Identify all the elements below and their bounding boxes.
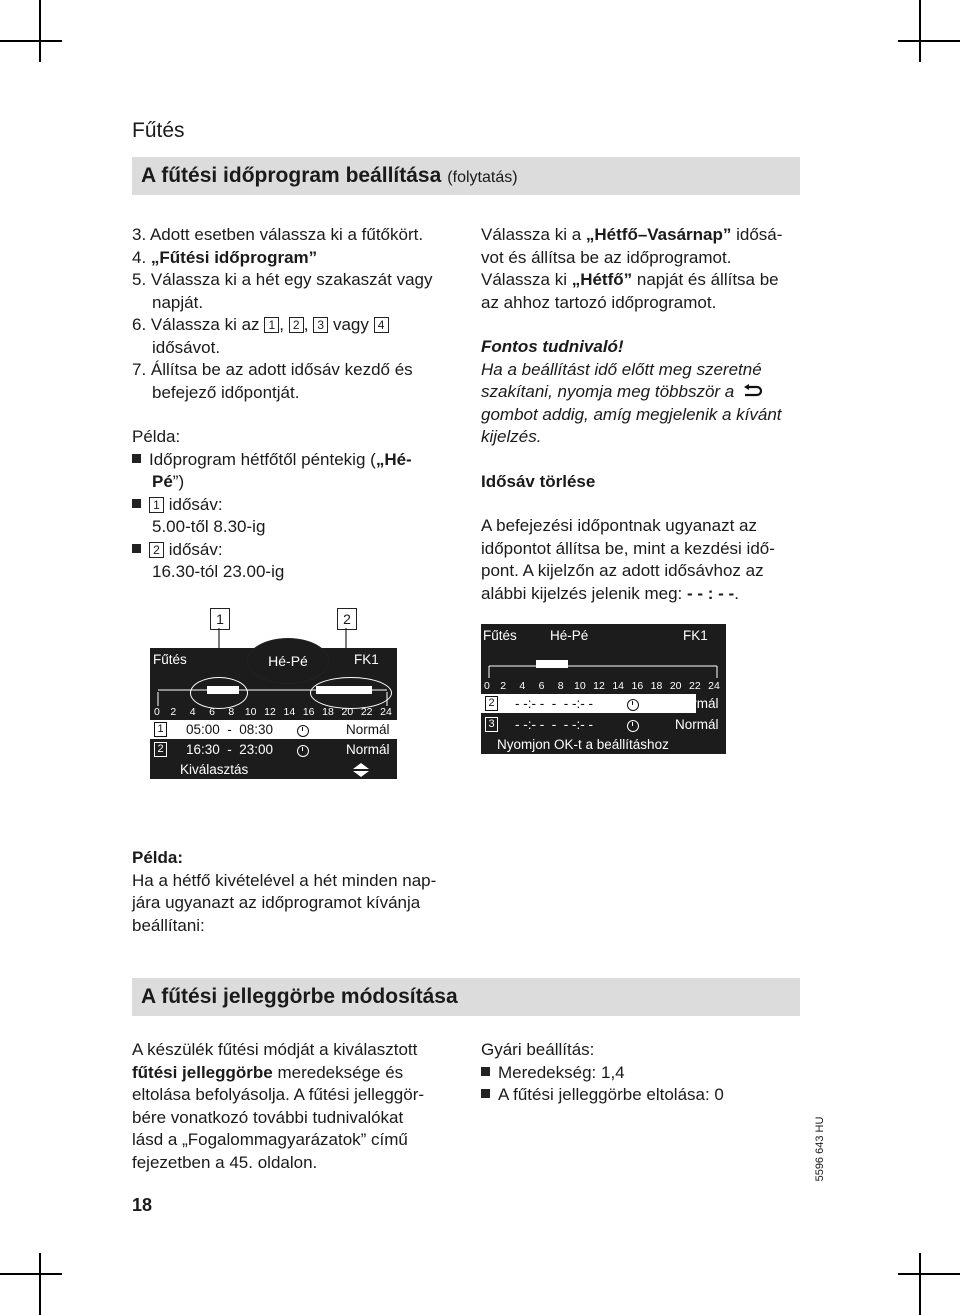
- text: alábbi kijelzés jelenik meg:: [481, 583, 687, 603]
- note-line: [481, 381, 821, 404]
- factory-item-text: Meredekség: 1,4: [498, 1062, 625, 1082]
- crop-mark: [898, 40, 960, 42]
- steps-column: [132, 224, 462, 584]
- bold-text: „Hétfő”: [571, 270, 633, 289]
- note-text: kijelzés.: [481, 427, 542, 446]
- slot-index: 2: [485, 696, 498, 711]
- section-title-bar-2: [132, 978, 800, 1016]
- key-2-icon: 2: [289, 317, 304, 333]
- example-text: idősáv:: [168, 494, 223, 514]
- para-line: [481, 269, 821, 292]
- hour-tick-label: 18: [322, 706, 334, 718]
- hour-tick-label: 0: [154, 706, 160, 718]
- dash-placeholder: - - : - -: [687, 583, 735, 603]
- slot-time: 16:30 - 23:00: [186, 742, 274, 757]
- or-text: vagy: [332, 315, 369, 334]
- slot-time: - -:- - - - -:- -: [515, 696, 593, 711]
- example-2-line: Ha a hétfő kivételével a hét minden nap-: [132, 870, 437, 890]
- example-2: [132, 847, 472, 937]
- bullet-icon: [481, 1067, 490, 1076]
- step-6: [132, 314, 462, 337]
- example-text: Időprogram hétfőtől péntekig (: [149, 449, 376, 469]
- time-slot-row-3[interactable]: [481, 715, 726, 734]
- crop-mark: [0, 1273, 62, 1275]
- key-1-icon: 1: [264, 317, 279, 333]
- hour-tick-label: 10: [573, 680, 586, 692]
- note-line: [481, 404, 821, 427]
- text: meredeksége és: [272, 1062, 404, 1082]
- heating-circuit-label: FK1: [354, 652, 379, 667]
- desc-line: fejezetben a 45. oldalon.: [132, 1152, 318, 1172]
- step-5-cont: napját.: [152, 292, 204, 312]
- example-text: idősáv:: [168, 539, 223, 559]
- example-2-line: beállítani:: [132, 915, 205, 935]
- hour-tick-label: 6: [209, 706, 215, 718]
- slot-mode: Normál: [346, 722, 390, 737]
- slot-1-highlight: [190, 677, 248, 709]
- hour-tick-label: 2: [170, 706, 177, 718]
- para-line: az ahhoz tartozó időprogramot.: [481, 292, 717, 312]
- delete-line: időpontot állítsa be, mint a kezdési idő-: [481, 538, 775, 558]
- hour-tick-label: 8: [228, 706, 235, 718]
- note-title: [481, 336, 821, 359]
- hour-tick-label: 24: [380, 706, 392, 718]
- note-line: [481, 426, 821, 449]
- slot-index: 1: [154, 722, 167, 737]
- timeline-bar: [481, 648, 726, 680]
- factory-settings: [481, 1039, 821, 1107]
- hour-tick-label: 2: [500, 680, 507, 692]
- crop-mark: [919, 0, 921, 62]
- step-7: 7. Állítsa be az adott idősáv kezdő és: [132, 360, 413, 379]
- bullet-icon: [132, 454, 141, 463]
- crop-mark: [898, 1273, 960, 1275]
- example-item-3-value: 16.30-tól 23.00-ig: [152, 562, 285, 581]
- note-text: szakítani, nyomja meg többször a: [481, 382, 735, 401]
- crop-mark: [0, 40, 62, 42]
- hour-tick-label: 20: [341, 706, 354, 718]
- factory-title: Gyári beállítás:: [481, 1040, 595, 1059]
- time-slot-row-2[interactable]: [150, 740, 397, 759]
- step-5: 5. Válassza ki a hét egy szakaszát vagy: [132, 270, 433, 289]
- note-title-text: Fontos tudnivaló!: [481, 337, 624, 356]
- mode-oval: Hé-Pé: [247, 638, 329, 684]
- sep: ,: [279, 315, 285, 334]
- curve-description: [132, 1039, 472, 1174]
- clock-icon: [297, 745, 309, 757]
- note-text: gombot addig, amíg megjelenik a kívánt: [481, 404, 782, 424]
- step-number: 4.: [132, 247, 151, 267]
- text: Válassza ki a: [481, 225, 586, 244]
- crop-mark: [919, 1253, 921, 1315]
- back-arrow-icon: [743, 384, 763, 398]
- crop-mark: [39, 1253, 41, 1315]
- callout-2: 2: [337, 608, 357, 630]
- hour-tick-label: 18: [650, 680, 663, 692]
- slot-2-icon: 2: [149, 542, 164, 558]
- delete-line: [481, 583, 821, 606]
- desc-line: bére vonatkozó további tudnivalókat: [132, 1107, 404, 1127]
- time-slot-row-2[interactable]: [481, 694, 696, 713]
- example-2-title-text: Példa:: [132, 848, 184, 867]
- bold-text: „Hétfő–Vasárnap”: [585, 225, 732, 244]
- factory-item: [481, 1062, 821, 1085]
- sep: ,: [303, 315, 309, 334]
- bullet-icon: [132, 544, 141, 553]
- example-2-title: [132, 847, 472, 870]
- example-item-3: [132, 539, 462, 562]
- hour-tick-label: 10: [244, 706, 257, 718]
- example-bold: Pé: [152, 472, 173, 491]
- key-3-icon: 3: [313, 317, 328, 333]
- slot-mode: Normál: [675, 717, 719, 732]
- example-item-2-value: 5.00-től 8.30-ig: [152, 517, 266, 536]
- text: napját és állítsa be: [632, 270, 779, 289]
- bullet-icon: [132, 499, 141, 508]
- delete-title: [481, 471, 821, 494]
- page-number: 18: [132, 1195, 153, 1215]
- display-footer: [150, 760, 397, 779]
- example-item-1: [132, 449, 462, 472]
- key-4-icon: 4: [374, 317, 389, 333]
- up-down-arrows-icon: [353, 763, 369, 777]
- text: .: [734, 583, 739, 603]
- step-7-cont: befejező időpontját.: [152, 382, 300, 402]
- hour-tick-label: 20: [669, 680, 682, 692]
- hour-scale: [484, 680, 724, 694]
- hour-tick-label: 22: [688, 680, 701, 692]
- step-4-menu: „Fűtési időprogram”: [150, 247, 318, 267]
- desc-line: eltolása befolyásolja. A fűtési jelleggör-: [132, 1085, 425, 1104]
- display-header: [481, 624, 726, 648]
- desc-line: A készülék fűtési módját a kiválasztott: [132, 1040, 418, 1059]
- select-prompt: Kiválasztás: [180, 762, 249, 777]
- delete-line: pont. A kijelzőn az adott idősávhoz az: [481, 561, 764, 580]
- slot-index: 2: [154, 742, 167, 757]
- note-text: Ha a beállítást idő előtt meg szeretné: [481, 359, 762, 379]
- desc-line: [132, 1062, 472, 1085]
- slot-time: - -:- - - - -:- -: [515, 717, 593, 732]
- delete-title-text: Idősáv törlése: [481, 471, 596, 491]
- hour-tick-label: 4: [519, 680, 526, 692]
- time-slot-row-1[interactable]: [150, 720, 397, 739]
- step-4: [132, 247, 462, 270]
- hour-tick-label: 4: [189, 706, 196, 718]
- hour-tick-label: 24: [708, 680, 720, 692]
- hour-tick-label: 12: [264, 706, 276, 718]
- example-item-2: [132, 494, 462, 517]
- section-title: A fűtési időprogram beállítása: [141, 164, 442, 187]
- display-title: Fűtés: [483, 628, 517, 643]
- chapter-title: Fűtés: [132, 119, 185, 142]
- display-title: Fűtés: [153, 652, 187, 667]
- example-text: ”): [172, 472, 185, 491]
- step-6-cont: idősávot.: [152, 337, 221, 357]
- step-6-text: 6. Válassza ki az: [132, 315, 260, 334]
- text: Válassza ki: [481, 270, 572, 289]
- slot-mode: Normál: [346, 742, 390, 757]
- hour-tick-label: 8: [557, 680, 564, 692]
- step-3: 3. Adott esetben válassza ki a fűtőkört.: [132, 225, 424, 244]
- para-line: vot és állítsa be az időprogramot.: [481, 247, 732, 267]
- clock-icon: [627, 720, 639, 732]
- example-2-line: jára ugyanazt az időprogramot kívánja: [132, 893, 421, 912]
- example-label: Példa:: [132, 427, 181, 446]
- display-mode: Hé-Pé: [550, 628, 589, 643]
- note-line: [481, 359, 821, 382]
- slot-1-icon: 1: [149, 497, 164, 513]
- clock-icon: [297, 725, 309, 737]
- slot-index: 3: [485, 717, 498, 732]
- text: idősá-: [731, 225, 783, 244]
- para-line: [481, 224, 821, 247]
- hour-tick-label: 16: [302, 706, 315, 718]
- slot-2-highlight: [310, 677, 392, 709]
- section-subtitle: (folytatás): [447, 169, 518, 186]
- example-item-1-cont: [132, 471, 462, 494]
- hour-tick-label: 12: [593, 680, 605, 692]
- heating-circuit-label: FK1: [683, 628, 708, 643]
- example-bold: „Hé-: [375, 449, 412, 469]
- slot-time: 05:00 - 08:30: [186, 722, 274, 737]
- delete-line: A befejezési időpontnak ugyanazt az: [481, 516, 757, 535]
- hour-tick-label: 0: [484, 680, 490, 692]
- callout-1: 1: [210, 608, 230, 630]
- info-column: [481, 224, 821, 605]
- display-footer: [481, 735, 726, 754]
- ok-prompt: Nyomjon OK-t a beállításhoz: [497, 737, 669, 752]
- display-screen-2: [481, 624, 726, 754]
- bold-text: fűtési jelleggörbe: [132, 1062, 273, 1082]
- crop-mark: [39, 0, 41, 62]
- document-number: 5596 643 HU: [814, 1116, 826, 1182]
- bullet-icon: [481, 1089, 490, 1098]
- hour-tick-label: 22: [360, 706, 373, 718]
- hour-tick-label: 16: [631, 680, 644, 692]
- section-title-bar: [132, 157, 800, 195]
- factory-item: [481, 1084, 821, 1107]
- section-title: A fűtési jelleggörbe módosítása: [141, 985, 458, 1008]
- slot-mode: Normál: [675, 696, 719, 711]
- factory-item-text: A fűtési jelleggörbe eltolása: 0: [498, 1085, 724, 1104]
- desc-line: lásd a „Fogalommagyarázatok” című: [132, 1130, 408, 1149]
- hour-tick-label: 14: [612, 680, 624, 692]
- hour-tick-label: 6: [538, 680, 545, 692]
- clock-icon: [627, 699, 639, 711]
- hour-tick-label: 14: [283, 706, 296, 718]
